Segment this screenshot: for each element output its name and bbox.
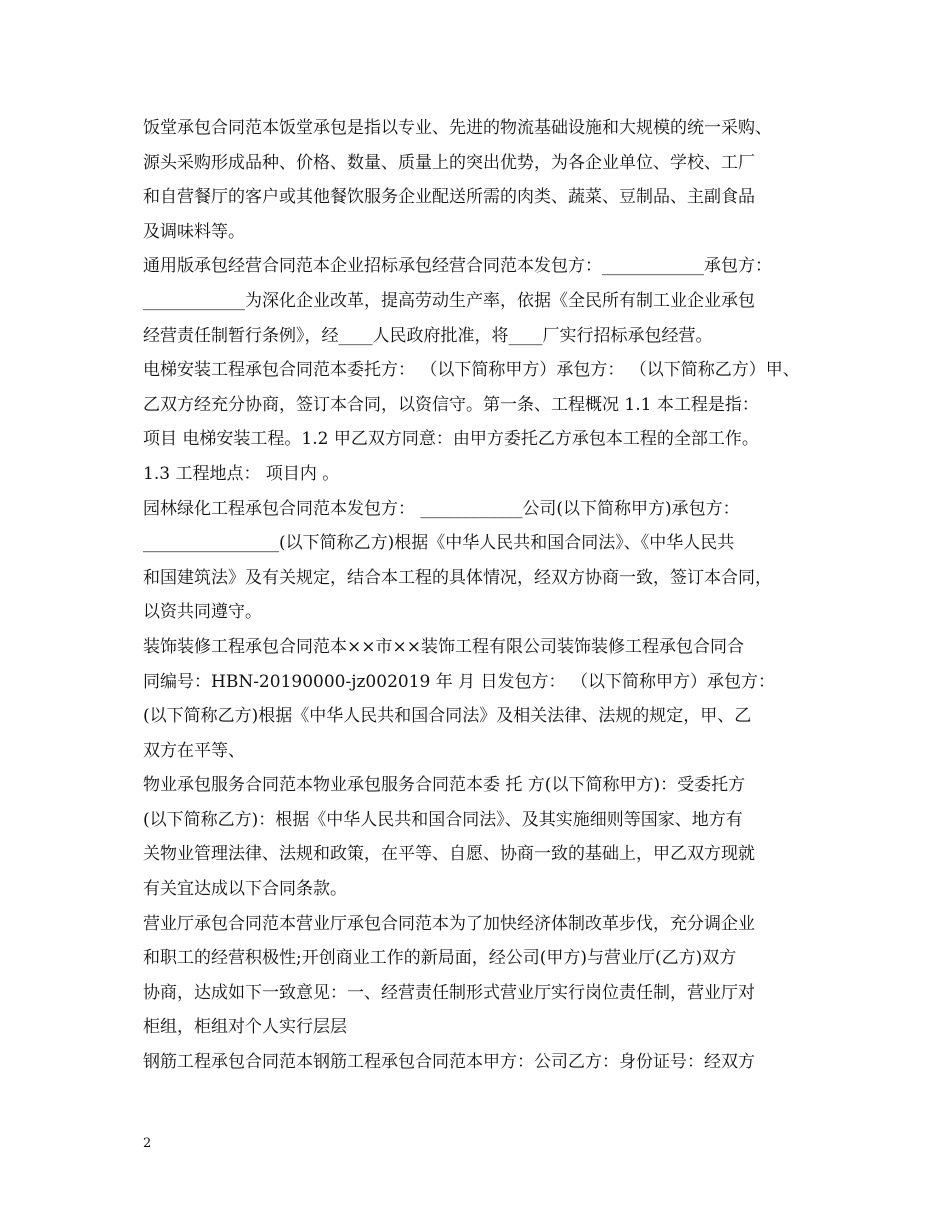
text-line: 1.3 工程地点： 项目内 。	[143, 463, 340, 484]
text-line: (以下简称乙方)根据《中华人民共和国合同法》及相关法律、法规的规定，甲、乙	[143, 706, 752, 727]
text-line: 经营责任制暂行条例》，经____人民政府批准，将____厂实行招标承包经营。	[143, 325, 713, 346]
text-line: 乙双方经充分协商，签订本合同，以资信守。第一条、工程概况 1.1 本工程是指：	[143, 394, 759, 415]
text-line: ____________为深化企业改革，提高劳动生产率，依据《全民所有制工业企业承包	[143, 290, 755, 311]
text-line: 装饰装修工程承包合同范本××市××装饰工程有限公司装饰装修工程承包合同合	[143, 636, 744, 657]
text-line: 营业厅承包合同范本营业厅承包合同范本为了加快经济体制改革步伐，充分调企业	[143, 913, 755, 934]
text-line: 以资共同遵守。	[143, 602, 262, 623]
text-line: ________________(以下简称乙方)根据《中华人民共和国合同法》、《中华人民共	[143, 533, 735, 554]
text-line: 和职工的经营积极性;开创商业工作的新局面，经公司(甲方)与营业厅(乙方)双方	[143, 948, 737, 969]
text-line: 源头采购形成品种、价格、数量、质量上的突出优势，为各企业单位、学校、工厂	[143, 152, 755, 173]
text-line: 关物业管理法律、法规和政策，在平等、自愿、协商一致的基础上，甲乙双方现就	[143, 844, 755, 865]
text-line: (以下简称乙方)：根据《中华人民共和国合同法》、及其实施细则等国家、地方有	[143, 809, 743, 830]
page-number: 2	[143, 1136, 152, 1151]
text-line: 有关宜达成以下合同条款。	[143, 879, 347, 900]
text-line: 园林绿化工程承包合同范本发包方： ____________公司(以下简称甲方)承包方：	[143, 498, 740, 519]
text-line: 项目 电梯安装工程。1.2 甲乙双方同意：由甲方委托乙方承包本工程的全部工作。	[143, 429, 759, 450]
text-line: 协商，达成如下一致意见：一、经营责任制形式营业厅实行岗位责任制，营业厅对	[143, 982, 755, 1003]
text-line: 饭堂承包合同范本饭堂承包是指以专业、先进的物流基础设施和大规模的统一采购、	[143, 118, 772, 138]
text-line: 物业承包服务合同范本物业承包服务合同范本委 托 方(以下简称甲方)：受委托方	[143, 775, 746, 796]
text-line: 双方在平等、	[143, 740, 245, 761]
text-line: 柜组，柜组对个人实行层层	[143, 1017, 347, 1038]
text-line: 和国建筑法》及有关规定，结合本工程的具体情况，经双方协商一致，签订本合同，	[143, 567, 772, 588]
document-body	[143, 111, 833, 1080]
text-line: 同编号：HBN-20190000-jz002019 年 月 日发包方： （以下简称甲方）承包方：	[143, 671, 775, 692]
text-line: 通用版承包经营合同范本企业招标承包经营合同范本发包方：____________承包方：	[143, 256, 772, 277]
text-line: 及调味料等。	[143, 221, 245, 242]
text-line: 和自营餐厅的客户或其他餐饮服务企业配送所需的肉类、蔬菜、豆制品、主副食品	[143, 187, 755, 208]
text-line: 钢筋工程承包合同范本钢筋工程承包合同范本甲方：公司乙方：身份证号：经双方	[143, 1052, 755, 1073]
text-line: 电梯安装工程承包合同范本委托方： （以下简称甲方）承包方： （以下简称乙方）甲、	[143, 360, 800, 381]
